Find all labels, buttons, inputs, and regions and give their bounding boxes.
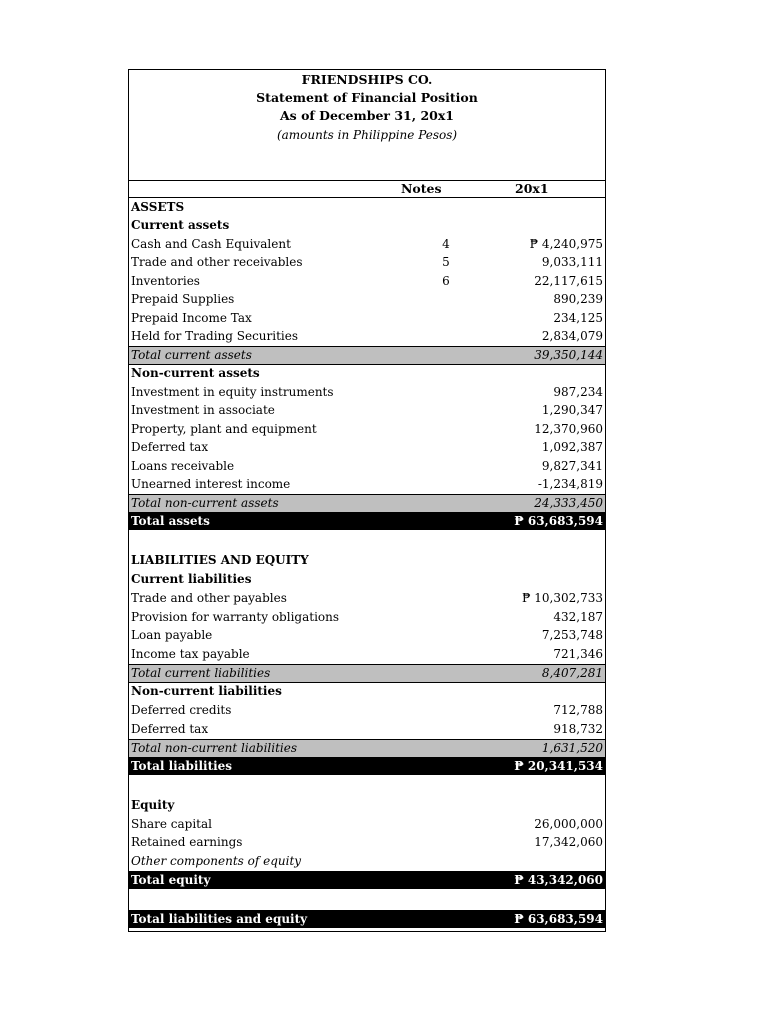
total-row [129,512,605,530]
row-amount: 9,827,341 [541,459,603,473]
line-item-row [129,815,605,833]
section-heading-row [129,551,605,569]
row-label: Total non-current assets [131,496,279,510]
row-amount: 1,092,387 [541,440,603,454]
line-item-row [129,645,605,663]
row-amount: 918,732 [553,722,603,736]
row-label: ASSETS [131,200,185,214]
line-item-row [129,626,605,644]
row-amount: 26,000,000 [534,817,603,831]
line-item-row [129,290,605,308]
line-item-row [129,852,605,870]
line-item-row [129,420,605,438]
row-label: Held for Trading Securities [131,329,299,343]
row-amount: 1,290,347 [541,403,603,417]
subtotal-row [129,346,605,365]
row-amount: ₱ 63,683,594 [514,514,603,528]
row-label: Current liabilities [131,572,252,586]
row-amount: 9,033,111 [541,255,603,269]
row-label: Prepaid Supplies [131,292,235,306]
row-label: Trade and other receivables [131,255,303,269]
total-row [129,757,605,775]
row-label: Total current liabilities [131,666,271,680]
row-amount: 8,407,281 [541,666,603,680]
row-label: Total current assets [131,348,252,362]
line-item-row [129,235,605,253]
row-label: Deferred tax [131,440,209,454]
row-label: Deferred credits [131,703,232,717]
row-note: 4 [442,237,450,251]
blank-row [129,531,605,549]
row-amount: 432,187 [553,610,603,624]
row-amount: 39,350,144 [534,348,603,362]
subtotal-row [129,494,605,513]
row-amount: 1,631,520 [541,741,603,755]
row-amount: ₱ 4,240,975 [529,237,603,251]
row-label: Current assets [131,218,230,232]
row-label: LIABILITIES AND EQUITY [131,553,309,567]
row-label: Total liabilities [131,759,233,773]
row-amount: ₱ 20,341,534 [514,759,603,773]
row-amount: 987,234 [553,385,603,399]
row-amount: ₱ 43,342,060 [514,873,603,887]
line-item-row [129,401,605,419]
section-heading-row [129,570,605,588]
row-label: Prepaid Income Tax [131,311,252,325]
row-label: Non-current liabilities [131,684,282,698]
line-item-row [129,272,605,290]
row-amount: 721,346 [553,647,603,661]
statement-date: As of December 31, 20x1 [279,108,454,123]
row-label: Investment in associate [131,403,275,417]
row-note: 6 [442,274,450,288]
subtotal-row [129,739,605,758]
row-amount: 234,125 [553,311,603,325]
notes-column-header: Notes [401,181,442,196]
row-label: Retained earnings [131,835,243,849]
line-item-row [129,253,605,271]
statement-title: Statement of Financial Position [256,90,478,105]
blank-row [129,776,605,794]
row-amount: 22,117,615 [534,274,603,288]
row-label: Total non-current liabilities [131,741,297,755]
line-item-row [129,457,605,475]
row-label: Property, plant and equipment [131,422,317,436]
currency-note: (amounts in Philippine Pesos) [276,128,458,142]
row-label: Equity [131,798,175,812]
row-label: Trade and other payables [131,591,287,605]
row-note: 5 [442,255,450,269]
row-amount: 7,253,748 [541,628,603,642]
row-label: Income tax payable [131,647,250,661]
total-row [129,871,605,889]
row-amount: 17,342,060 [534,835,603,849]
row-label: Deferred tax [131,722,209,736]
subtotal-row [129,664,605,683]
line-item-row [129,833,605,851]
total-row [129,910,605,928]
row-label: Non-current assets [131,366,260,380]
row-amount: ₱ 63,683,594 [514,912,603,926]
row-amount: 2,834,079 [541,329,603,343]
line-item-row [129,327,605,345]
row-amount: 712,788 [553,703,603,717]
row-amount: 24,333,450 [534,496,603,510]
line-item-row [129,701,605,719]
row-label: Other components of equity [131,854,302,868]
row-label: Provision for warranty obligations [131,610,340,624]
row-label: Cash and Cash Equivalent [131,237,291,251]
year-column-header: 20x1 [515,181,549,196]
row-label: Total assets [131,514,210,528]
section-heading-row [129,216,605,234]
row-label: Total liabilities and equity [131,912,308,926]
line-item-row [129,720,605,738]
section-heading-row [129,796,605,814]
line-item-row [129,383,605,401]
row-amount: 12,370,960 [534,422,603,436]
line-item-row [129,309,605,327]
row-label: Share capital [131,817,212,831]
row-label: Loans receivable [131,459,235,473]
line-item-row [129,475,605,493]
section-heading-row [129,198,605,216]
row-label: Investment in equity instruments [131,385,334,399]
company-name: FRIENDSHIPS CO. [301,72,433,87]
row-label: Inventories [131,274,200,288]
row-label: Unearned interest income [131,477,291,491]
line-item-row [129,589,605,607]
row-amount: -1,234,819 [537,477,603,491]
line-item-row [129,438,605,456]
section-heading-row [129,682,605,700]
blank-row [129,890,605,908]
financial-statement-sheet [128,69,606,932]
section-heading-row [129,364,605,382]
row-label: Loan payable [131,628,213,642]
row-amount: 890,239 [553,292,603,306]
line-item-row [129,608,605,626]
row-amount: ₱ 10,302,733 [522,591,603,605]
row-label: Total equity [131,873,211,887]
